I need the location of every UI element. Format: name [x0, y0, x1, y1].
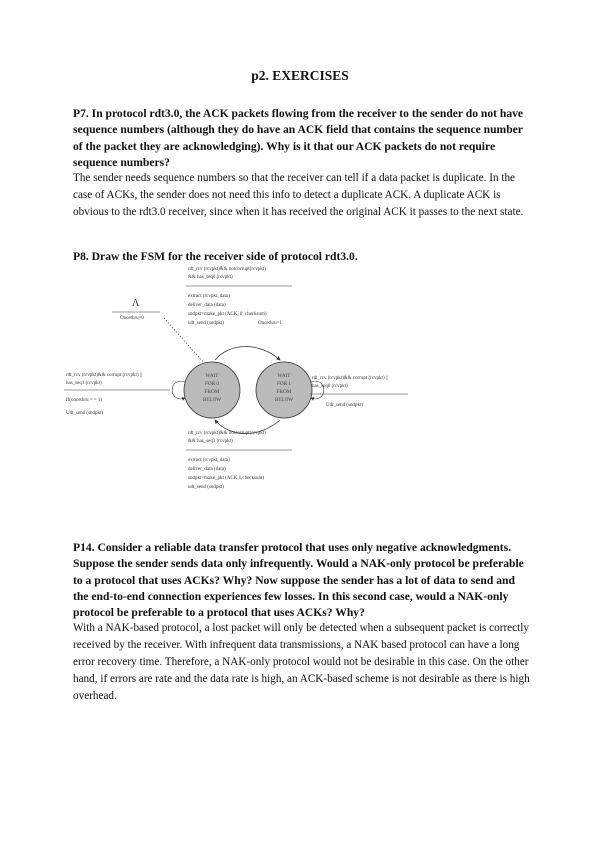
state-right-line-1: WAIT	[277, 373, 291, 379]
receiver-fsm-diagram	[60, 262, 430, 530]
fsm-top-action-3: sndpkt=make_pkt (ACK, 0, checksum)	[188, 312, 267, 317]
fsm-left-self-loop	[172, 381, 185, 399]
state-right-line-3: FROM	[276, 389, 292, 395]
state-left-line-3: FROM	[204, 389, 220, 395]
page-title: p2. EXERCISES	[251, 68, 349, 83]
fsm-bottom-action-3: sndpkt=make_pkt (ACK,1,checksum)	[188, 476, 265, 481]
p14-answer: With a NAK-based protocol, a lost packet will only be detected when a subsequent packet is correctly received by the receiver. With infrequent data transmissions, a NAK based protocol can have a long error recovery time. Therefore, a NAK-only protocol would not be desirable in this case. On the other hand, if errors are rate and the data rate is high, an ACK-based scheme is not desirable as there is high overhead.	[73, 622, 530, 702]
p8-question: P8. Draw the FSM for the receiver side of protocol rdt3.0.	[73, 250, 358, 263]
fsm-left-event-2: has_seq1 (rcvpkt)	[66, 381, 102, 386]
fsm-left-action-2: Udt_send (sndpkt)	[66, 411, 104, 416]
p7-answer: The sender needs sequence numbers so that the receiver can tell if a data packet is duplicate. In the case of ACKs, the sender does not need this info to detect a duplicate ACK. A duplicate ACK is obvious to the rdt3.0 receiver, since when it has received the original ACK it passes to the next state.	[73, 172, 524, 218]
fsm-bottom-event-1: rdt_rcv (rcvpkt)&& notcorrupt(rcvpkt)	[188, 431, 266, 436]
fsm-right-event-2: has_seq0 (rcvpkt)	[312, 384, 348, 389]
fsm-top-action-1: extract (rcvpkt, data)	[188, 294, 230, 299]
fsm-top-action-2: deliver_data (data)	[188, 303, 226, 308]
fsm-top-event-2: && has_seq0 (rcvpkt)	[188, 275, 233, 280]
state-right-line-2: FOR 1	[277, 381, 291, 387]
fsm-top-action-4: udt_send (sndpkt)	[188, 321, 224, 326]
fsm-arrow-left-to-right	[215, 347, 280, 361]
fsm-init-symbol: Λ	[132, 298, 140, 309]
fsm-bottom-event-2: && has_seq1 (rcvpkt)	[188, 439, 233, 444]
state-left-line-4: BELOW	[202, 397, 222, 403]
p14-question: P14. Consider a reliable data transfer protocol that uses only negative acknowledgments. Suppose the sender sends data only infrequently. Would a NAK-only protocol be preferable to a protocol that uses ACKs? Why? Now suppose the sender has a lot of data to send and the end-to-end connection experiences few losses. In this second case, would a NAK-only protocol be preferable to a protocol that uses ACKs? Why?	[73, 541, 524, 620]
fsm-right-action-1: Udt_send (sndpkt)	[326, 403, 364, 408]
fsm-bottom-action-1: extract (rcvpkt, data)	[188, 458, 230, 463]
fsm-top-action-5: Oncethru=1	[258, 321, 282, 326]
state-left-line-1: WAIT	[205, 373, 219, 379]
fsm-bottom-action-2: deliver_data (data)	[188, 467, 226, 472]
state-left-line-2: FOR 0	[205, 381, 219, 387]
fsm-right-event-1: rdt_rcv (rcvpkt)&& corrupt (rcvpkt) ||	[312, 376, 388, 381]
fsm-top-event-1: rdt_rcv (rcvpkt)&& notcorrupt(rcvpkt)	[188, 267, 266, 272]
state-right-line-4: BELOW	[274, 397, 294, 403]
p7-question: P7. In protocol rdt3.0, the ACK packets flowing from the receiver to the sender do not have sequence numbers (although they do have an ACK field that contains the sequence number of the packet they are acknowledging). Why is it that our ACK packets do not require sequence numbers?	[73, 107, 524, 169]
fsm-left-action-1: If(oncethru = = 1)	[66, 398, 103, 403]
fsm-init-action: Oncethru=0	[120, 316, 144, 321]
fsm-left-event-1: rdt_rcv (rcvpkt)&& corrupt (rcvpkt) ||	[66, 373, 142, 378]
fsm-bottom-action-4: udt_send (sndpkt)	[188, 485, 224, 490]
